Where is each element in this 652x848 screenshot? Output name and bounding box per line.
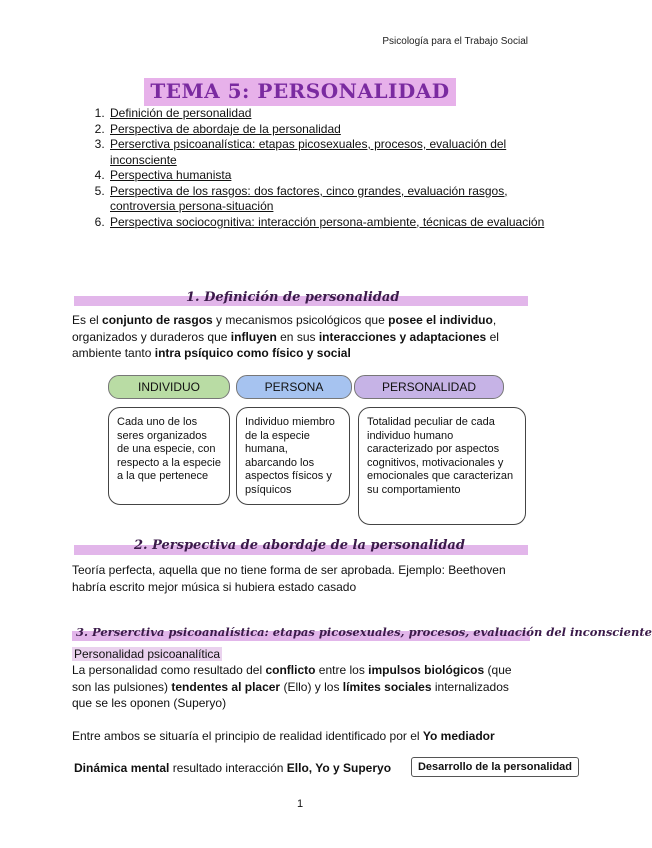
toc-link[interactable]: Definición de personalidad bbox=[110, 106, 252, 120]
table-of-contents bbox=[72, 106, 568, 230]
section-3-paragraph-3: Dinámica mental resultado interacción Ello, Yo y Superyo bbox=[74, 761, 392, 775]
toc-item[interactable] bbox=[108, 168, 568, 184]
toc-link[interactable]: Perspectiva de los rasgos: dos factores, cinco grandes, evaluación rasgos, controversia persona-situación bbox=[110, 183, 508, 213]
box-persona: Individuo miembro de la especie humana, abarcando los aspectos físicos y psíquicos bbox=[236, 407, 350, 505]
section-3-heading: 3. Perserctiva psicoanalística: etapas picosexuales, procesos, evaluación del inconsciente bbox=[76, 625, 652, 639]
section-2-text: Teoría perfecta, aquella que no tiene forma de ser aprobada. Ejemplo: Beethoven habría escrito mejor música si hubiera estado casado bbox=[72, 563, 506, 594]
desarrollo-personalidad-button[interactable]: Desarrollo de la personalidad bbox=[411, 757, 579, 777]
section-3-subheading: Personalidad psicoanalítica bbox=[74, 647, 221, 661]
section-3-paragraph-2: Entre ambos se situaría el principio de realidad identificado por el Yo mediador bbox=[72, 729, 495, 743]
box-personalidad: Totalidad peculiar de cada individuo humano caracterizado por aspectos cognitivos, motivacionales y emocionales que caracterizan su comportamiento bbox=[358, 407, 526, 525]
section-3-paragraph-1: La personalidad como resultado del conflicto entre los impulsos biológicos (que son las pulsiones) tendentes al placer (Ello) y los límites sociales internalizados que se les oponen (Superyo) bbox=[72, 663, 512, 710]
pill-persona: PERSONA bbox=[236, 375, 352, 399]
box-individuo: Cada uno de los seres organizados de una especie, con respecto a la especie a la que pertenece bbox=[108, 407, 230, 505]
toc-item[interactable] bbox=[108, 215, 568, 231]
course-header: Psicología para el Trabajo Social bbox=[382, 36, 528, 47]
section-2-heading: 2. Perspectiva de abordaje de la personalidad bbox=[134, 538, 465, 553]
toc-link[interactable]: Perspectiva sociocognitiva: interacción persona-ambiente, técnicas de evaluación bbox=[110, 214, 545, 229]
page-title: TEMA 5: PERSONALIDAD bbox=[144, 78, 455, 106]
toc-link[interactable]: Perserctiva psicoanalística: etapas picosexuales, procesos, evaluación del inconsciente bbox=[110, 137, 507, 167]
section-1-definition: Es el conjunto de rasgos y mecanismos psicológicos que posee el individuo, organizados y duraderos que influyen en sus interacciones y adaptaciones el ambiente tanto intra psíquico como físico y social bbox=[72, 313, 499, 360]
title-wrap bbox=[0, 78, 600, 106]
page-number: 1 bbox=[296, 798, 304, 810]
toc-item[interactable] bbox=[108, 137, 568, 168]
pill-personalidad: PERSONALIDAD bbox=[354, 375, 504, 399]
toc-item[interactable] bbox=[108, 184, 568, 215]
toc-item[interactable] bbox=[108, 106, 568, 122]
toc-link[interactable]: Perspectiva humanista bbox=[110, 168, 232, 182]
toc-item[interactable] bbox=[108, 122, 568, 138]
section-1-heading: 1. Definición de personalidad bbox=[186, 290, 400, 305]
pill-individuo: INDIVIDUO bbox=[108, 375, 230, 399]
toc-link[interactable]: Perspectiva de abordaje de la personalidad bbox=[110, 121, 341, 136]
